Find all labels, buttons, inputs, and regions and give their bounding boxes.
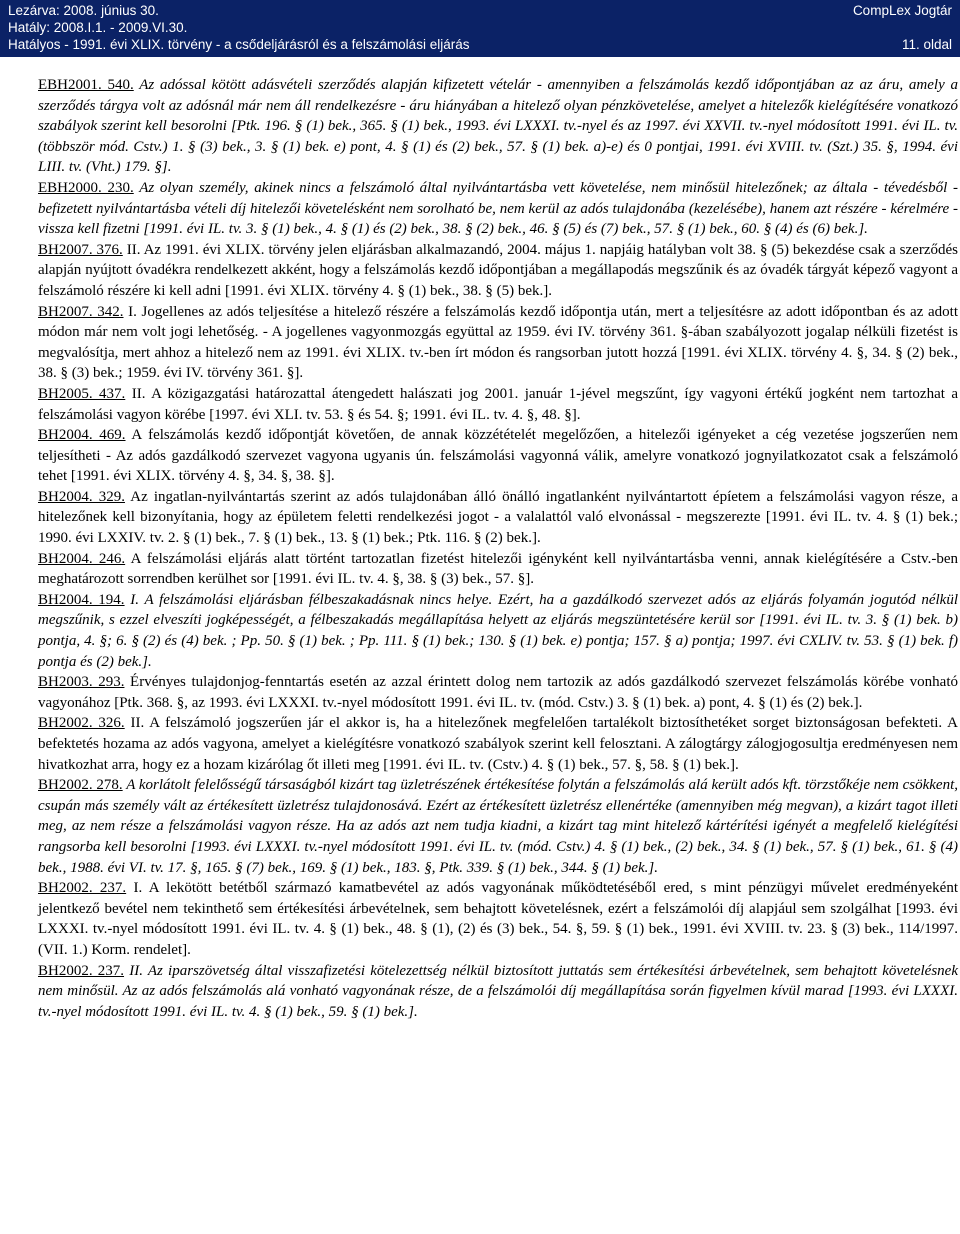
document-body — [38, 75, 958, 1022]
case-summary: Az olyan személy, akinek nincs a felszámoló által nyilvántartásba vett követelése, nem minősül hitelezőnek; az általa - tévedésből - befizetett nyilvántartásba vételi díj hitelezői követelésként nem sorolható be, nem kerül az adós tulajdonába (kezelésébe), hanem azt részére - kérelmére - vissza kell fizetni [1991. évi IL. tv. 3. § (1) bek., 4. § (1) és (2) bek., 38. § (2) bek., 46. § (5) és (7) bek., 57. § (1) bek., 60. § (4) és (6) bek.]. — [38, 179, 958, 238]
case-reference-link[interactable]: BH2004. 246. — [38, 550, 126, 567]
header-right — [853, 2, 952, 53]
case-reference-link[interactable]: BH2005. 437. — [38, 385, 126, 402]
case-reference-link[interactable]: BH2004. 469. — [38, 427, 126, 444]
case-entry — [38, 240, 958, 302]
case-summary: II. A felszámoló jogszerűen jár el akkor is, ha a hitelezőnek megfelelően tartalékolt biztosíthetéket sorget biztonságosan befekteti. A befektetés hozama az adós vagyona, amelyet a kielégítésre vonatkozó szabályok szerint kell felosztani. A zálogtárgy zálogjogosultja eredményesen nem hivatkozhat arra, hogy ez a hozam kizárólag őt illeti meg [1991. évi IL. tv. (Cstv.) 4. § (1) bek., 57. §, 58. § (1) bek.]. — [38, 715, 959, 773]
case-entry — [38, 672, 958, 713]
case-reference-link[interactable]: BH2007. 342. — [38, 303, 124, 320]
page-number: 11. oldal — [901, 37, 952, 52]
case-reference-link[interactable]: EBH2000. 230. — [38, 179, 134, 196]
effective-period: Hatály: 2008.I.1. - 2009.VI.30. — [8, 20, 188, 35]
case-reference-link[interactable]: EBH2001. 540. — [38, 77, 134, 93]
case-summary: I. Jogellenes az adós teljesítése a hitelező részére a felszámolás kezdő időpontja után, mert a teljesítésre az adott időpontban és az adott módon már nem volt jogi lehetőség. - A jogellenes vagyonmozgás együttal az 1959. évi IV. törvény 361. §-ában szabályozott jogalap nélküli fizetést is megvalósítja, mert ahhoz a hitelező nem az 1991. évi XLIX. tv.-ben írt módon és rangsorban jutott hozzá [1991. évi XLIX. törvény 4. §, 34. § (2) bek., 38. § (3) bek.; 1959. évi IV. törvény 361. §]. — [38, 303, 958, 382]
case-summary: II. A közigazgatási határozattal átengedett halászati jog 2001. január 1-jével megszűnt, így vagyoni értékű jogként nem tartozhat a felszámolási vagyon körébe [1997. évi XLI. tv. 53. § és 54. §; 1991. évi IL. tv. 4. §, 48. §]. — [38, 385, 958, 423]
case-reference-link[interactable]: BH2002. 237. — [38, 962, 125, 979]
page-header — [0, 0, 960, 57]
case-entry — [38, 178, 958, 240]
case-summary: I. A felszámolási eljárásban félbeszakadásnak nincs helye. Ezért, ha a gazdálkodó szervezet adós az eljárás folyamán jogutód nélkül megszűnik, s ezzel elveszíti jogképességét, a félbeszakadás megállapítása helyett az eljárás megszüntetésére kerül sor [1991. évi IL. tv. 3. § (1) bek. b) pontja, 4. §; 6. § (2) és (4) bek. ; Pp. 50. § (1) bek. ; Pp. 111. § (1) bek.; 130. § (1) bek. e) pontja; 157. § a) pontja; 1997. évi CXLIV. tv. 53. § (1) bek. f) pontja és (2) bek.]. — [38, 591, 958, 670]
case-summary: II. Az 1991. évi XLIX. törvény jelen eljárásban alkalmazandó, 2004. május 1. napjáig hatályban volt 38. § (5) bekezdése csak a szerződés alapján nyújtott óvadékra rendelkezett akként, hogy a felszámolás kezdő időpontjában a megállapodás megszűnik és az óvadék tárgyát képező vagyont a felszámoló részére ki kell adni [1991. évi XLIX. törvény 4. § (1) bek., 38. § (5) bek.]. — [38, 241, 958, 299]
case-entry — [38, 878, 958, 960]
case-summary: A felszámolási eljárás alatt történt tartozatlan fizetést hitelezői igényként kell nyilvántartásba venni, annak kielégítésére a Cstv.-ben meghatározott sorrendben kerülhet sor [1991. évi IL. tv. 4. §, 38. § (3) bek., 57. §]. — [38, 550, 958, 588]
case-entry — [38, 425, 958, 487]
case-entry — [38, 549, 958, 590]
brand-name: CompLex Jogtár — [852, 3, 952, 18]
case-reference-link[interactable]: BH2002. 237. — [38, 880, 127, 897]
header-left — [8, 2, 469, 53]
case-entry — [38, 302, 958, 384]
case-entry — [38, 590, 958, 672]
case-entry — [38, 713, 958, 775]
case-summary: A korlátolt felelősségű társaságból kizárt tag üzletrészének értékesítése folytán a felszámolás alá került adós kft. törzstőkéje nem csökkent, csupán más személy vált az értékesített üzletrész tulajdonosává. Ezért az értékesített üzletrész ellenértéke (amennyiben még megvan), a kizárt tagot illeti meg, az nem része a felszámolási vagyon része. Ha az adós azt nem tudja kiadni, a kizárt tag mint hitelező kártérítési igényét a megfelelő kielégítési rangsorba kell besorolni [1993. évi LXXXI. tv.-nyel módosított 1991. évi IL. tv. (mód. Cstv.) 4. § (1) bek., (2) bek., 34. § (1) bek., 57. § (1) bek., 61. § (4) bek., 1988. évi VI. tv. 17. §, 165. § (7) bek., 169. § (1) bek., 183. §, Ptk. 339. § (1) bek., 344. § (1) bek.]. — [38, 777, 958, 876]
case-summary: A felszámolás kezdő időpontját követően, de annak közzétételét megelőzően, a hitelezői igényeket a cég vezetése jogszerűen nem teljesítheti - Az adós gazdálkodó szervezet vagyona ugyanis ún. felszámolási vagyonná válik, amelyre vonatkozó jognyilatkozatot csak a felszámoló tehet [1991. évi XLIX. törvény 4. §, 34. §, 38. §]. — [38, 427, 958, 485]
case-summary: Az ingatlan-nyilvántartás szerint az adós tulajdonában álló önálló ingatlanként nyilvántartott épíetem a felszámolási vagyon része, a hitelezőnek kell bizonyítania, hogy az épületem feletti rendelkezési jogot - a valalattól való elvonással - megszerezte [1991. évi IL. tv. 4. § (1) bek.; 1990. évi LXXIV. tv. 2. § (1) bek., 7. § (1) bek., 13. § (1) bek.; Ptk. 116. § (2) bek.]. — [38, 488, 959, 547]
case-reference-link[interactable]: BH2007. 376. — [38, 241, 123, 258]
case-reference-link[interactable]: BH2004. 329. — [38, 488, 125, 505]
case-entry — [38, 487, 958, 549]
case-entry — [38, 75, 958, 178]
case-reference-link[interactable]: BH2002. 278. — [38, 777, 123, 794]
case-reference-link[interactable]: BH2004. 194. — [38, 591, 125, 608]
case-reference-link[interactable]: BH2003. 293. — [38, 674, 125, 691]
case-summary: Az adóssal kötött adásvételi szerződés alapján kifizetett vételár - amennyiben a felszámolás kezdő időpontjában az az áru, amely a szerződés tárgya volt az adósnál már nem áll rendelkezésre - áru hiányában a hitelező olyan pénzkövetelése, amelyet a hitelezők kielégítésére vonatkozó szabályok szerint kell besorolni [Ptk. 196. § (1) bek., 365. § (1) bek., 1993. évi LXXXI. tv.-nyel és az 1997. évi XXVII. tv.-nyel módosított 1991. évi IL. tv. (többször mód. Cstv.) 1. § (3) bek., 3. § (1) bek. e) pont, 4. § (1) és (2) bek., 57. § (1) bek. a)-e) és 0 pontjai, 1991. évi XVIII. tv. (Szt.) 35. §, 1994. évi LIII. tv. (Vht.) 179. §]. — [38, 77, 958, 176]
case-entry — [38, 961, 958, 1023]
case-summary: II. Az iparszövetség által visszafizetési kötelezettség nélkül biztosított juttatás sem értékesítési árbevételnek, sem behajtott követelésnek nem minősül. Az az adós felszámolás alá vonható vagyonának része, de a felszámolói díj megállapítása során figyelmen kívül marad [1993. évi LXXXI. tv.-nyel módosított 1991. évi IL. tv. 4. § (1) bek., 59. § (1) bek.]. — [38, 962, 958, 1020]
case-reference-link[interactable]: BH2002. 326. — [38, 715, 125, 732]
case-entry — [38, 775, 958, 878]
case-summary: Érvényes tulajdonjog-fenntartás esetén az azzal érintett dolog nem tartozik az adós gazdálkodó szervezet felszámolás körébe vonható vagyonához [Ptk. 368. §, az 1993. évi LXXXI. tv.-nyel módosított 1991. évi IL. tv. (mód. Cstv.) 3. § (1) bek. a) pont, 4. § (1) és (2) bek.]. — [38, 674, 958, 711]
case-entry — [38, 384, 958, 425]
closing-date: Lezárva: 2008. június 30. — [8, 3, 159, 18]
law-title: Hatályos - 1991. évi XLIX. törvény - a csődeljárásról és a felszámolási eljárás — [8, 37, 470, 52]
case-summary: I. A lekötött betétből származó kamatbevétel az adós vagyonának működtetéséből ered, s mint pénzügyi művelet eredményeként jelentkező bevétel nem tekinthető sem értékesítési árbevételnek, sem behajtott követelésnek, ezért a felszámolói díj alapjául sem szolgálhat [1993. évi LXXXI. tv.-nyel módosított 1991. évi IL. tv. 4. § (1) bek., 48. § (1), (2) és (3) bek., 54. §, 59. § (1) bek., 1991. évi XVIII. tv. 23. § (3) bek., 114/1997. (VII. 1.) Korm. rendelet]. — [38, 880, 958, 958]
